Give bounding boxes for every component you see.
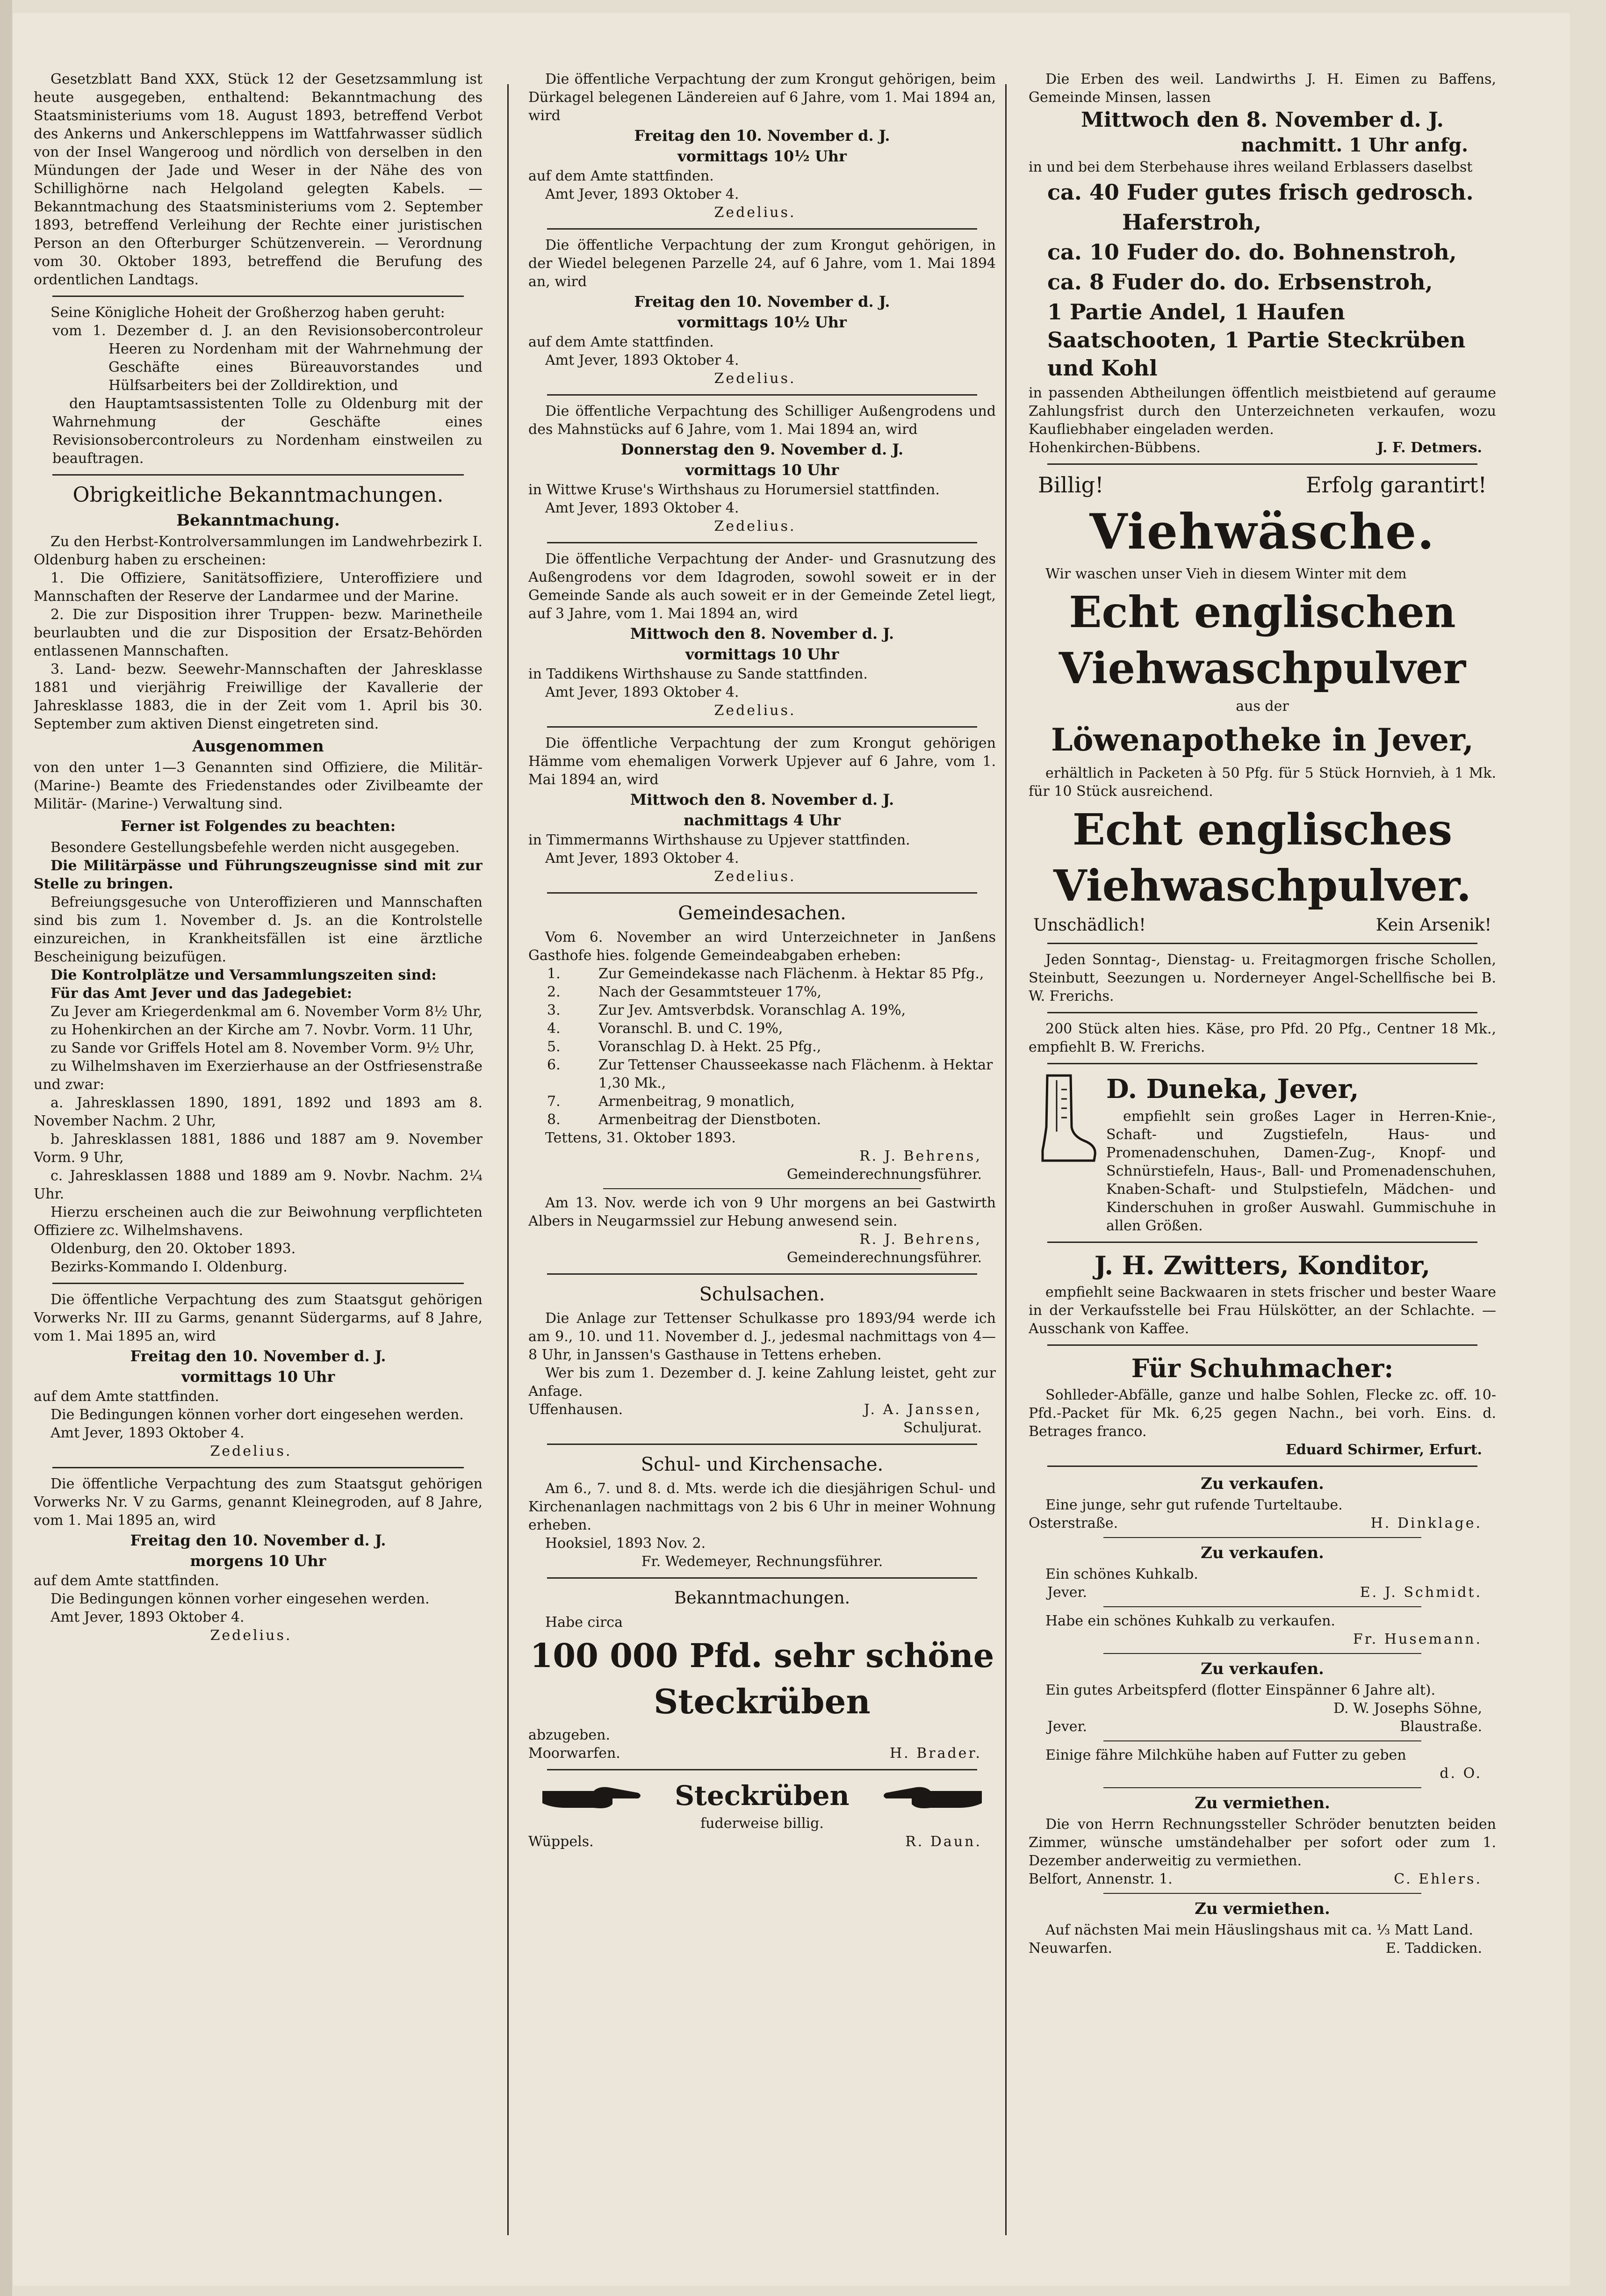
ad-slogan: Erfolg garantirt! — [1305, 472, 1487, 498]
event-time: vormittags 10½ Uhr — [677, 147, 847, 165]
paragraph: 1. Die Offiziere, Sanitätsoffiziere, Unteroffiziere und Mannschaften der Reserve der Landarmee und der Marine. — [34, 570, 483, 605]
pointing-hand-left-icon — [879, 1777, 987, 1814]
date-line: Amt Jever, 1893 Oktober 4. — [50, 1425, 245, 1441]
ad-headline: Viehwaschpulver — [1059, 643, 1466, 693]
paragraph: Die öffentliche Verpachtung des zum Staatsgut gehörigen Vorwerks Nr. III zu Garms, genannt Südergarms, auf 8 Jahre, vom 1. Mai 1895 an, wird — [34, 1292, 483, 1344]
separator — [1103, 1653, 1421, 1654]
column-1 — [34, 70, 483, 2240]
paragraph: Einige fähre Milchkühe haben auf Futter zu geben — [1045, 1747, 1406, 1763]
paragraph: erhältlich in Packeten à 50 Pfg. für 5 Stück Hornvieh, à 1 Mk. für 10 Stück ausreichend. — [1029, 765, 1496, 800]
paragraph: Die öffentliche Verpachtung der zum Krongut gehörigen, beim Dürkagel belegenen Ländereien auf 6 Jahre, vom 1. Mai 1894 an, wird — [528, 71, 996, 124]
event-time: vormittags 10½ Uhr — [677, 313, 847, 331]
date-line: Amt Jever, 1893 Oktober 4. — [545, 500, 739, 516]
ad-line: ca. 10 Fuder do. do. Bohnenstroh, — [1047, 239, 1457, 265]
paragraph: Die öffentliche Verpachtung des zum Staatsgut gehörigen Vorwerks Nr. V zu Garms, genannt Kleinegroden, auf 8 Jahre, vom 1. Mai 1895 an, wird — [34, 1476, 483, 1529]
notice-heading: Zu vermiethen. — [1195, 1794, 1330, 1812]
ad-headline: Echt englisches — [1072, 804, 1453, 855]
paragraph: Die öffentliche Verpachtung der Ander- und Grasnutzung des Außengrodens vor dem Idagroden, sowohl soweit er in der Gemeinde Sande als auch soweit er in der Gemeinde Zetel liegt, auf 3 Jahre, vom 1. Mai 1894 an, wird — [528, 551, 996, 622]
boot-icon — [1029, 1071, 1099, 1164]
separator — [52, 1283, 464, 1284]
ad-headline: J. H. Zwitters, Konditor, — [1094, 1250, 1431, 1280]
signature: R. J. Behrens, — [859, 1231, 982, 1248]
paragraph: 200 Stück alten hies. Käse, pro Pfd. 20 Pfg., Centner 18 Mk., empfiehlt B. W. Frerichs. — [1029, 1021, 1496, 1055]
signature: d. O. — [1440, 1765, 1482, 1782]
paragraph: Die Bedingungen können vorher dort eingesehen werden. — [50, 1407, 464, 1423]
hoheit-item: vom 1. Dezember d. J. an den Revisionsobercontroleur Heeren zu Nordenham mit der Wahrnehmung der Geschäfte eines Büreauvorstandes und Hülfsarbeiters bei der Zolldirektion, und — [52, 323, 483, 394]
section-heading: Schulsachen. — [699, 1284, 825, 1305]
paragraph: abzugeben. — [528, 1727, 610, 1743]
paragraph: aus der — [1236, 698, 1289, 715]
separator — [52, 474, 464, 476]
place: Osterstraße. — [1029, 1515, 1118, 1531]
place: Wüppels. — [528, 1834, 594, 1850]
place: Jever. — [1047, 1584, 1087, 1601]
paragraph: 3. Land- bezw. Seewehr-Mannschaften der Jahresklasse 1881 und vierjährig Freiwillige der Kavallerie der Jahresklasse 1883, die in der Zeit vom 1. April bis 30. September zum aktiven Dienst eingetreten sind. — [34, 661, 483, 732]
levy-item — [528, 1038, 996, 1056]
separator — [52, 1467, 464, 1468]
signature: Zedelius. — [210, 1443, 292, 1459]
column-rule-1 — [507, 84, 509, 2235]
paragraph: Die Bedingungen können vorher eingesehen werden. — [50, 1591, 430, 1607]
paragraph: a. Jahresklassen 1890, 1891, 1892 und 1893 am 8. November Nachm. 2 Uhr, — [34, 1095, 483, 1129]
separator — [1103, 1893, 1421, 1894]
signature: R. Daun. — [905, 1834, 982, 1850]
notice-heading: Zu verkaufen. — [1201, 1474, 1324, 1493]
signature: Bezirks-Kommando I. Oldenburg. — [50, 1259, 288, 1275]
signature: Zedelius. — [714, 868, 796, 885]
paragraph: empfiehlt sein großes Lager in Herren-Knie-, Schaft- und Zugstiefeln, Haus- und Promenadenschuhen, Damen-Zug-, Knopf- und Schnürstiefeln, Haus-, Ball- und Promenadenschuhen, Knaben-Schaft- und Stulpstiefeln, Mädchen- und Kinderschuhen in großer Auswahl. Gummischuhe in allen Größen. — [1106, 1108, 1496, 1234]
paragraph: empfiehlt seine Backwaaren in stets frischer und bester Waare in der Verkaufsstelle bei Frau Hülskötter, an der Schlachte. — Ausschank von Kaffee. — [1029, 1284, 1496, 1337]
levy-list — [528, 965, 996, 1129]
event-time: nachmitt. 1 Uhr anfg. — [1241, 134, 1468, 156]
event-date: Mittwoch den 8. November d. J. — [1081, 108, 1444, 132]
separator — [547, 1273, 977, 1275]
separator — [1103, 1537, 1421, 1538]
paragraph: Die öffentliche Verpachtung der zum Krongut gehörigen Hämme vom ehemaligen Vorwerk Upjever auf 6 Jahre, vom 1. Mai 1894 an, wird — [528, 735, 996, 788]
event-date: Mittwoch den 8. November d. J. — [630, 625, 894, 643]
signature-role: Schuljurat. — [903, 1420, 982, 1436]
paragraph: auf dem Amte stattfinden. — [528, 168, 714, 184]
date-line: Amt Jever, 1893 Oktober 4. — [545, 186, 739, 202]
section-heading: Bekanntmachungen. — [674, 1588, 850, 1608]
place: Hohenkirchen-Bübbens. — [1029, 440, 1201, 456]
ad-headline: Für Schuhmacher: — [1131, 1353, 1394, 1383]
hoheit-notice: Seine Königliche Hoheit der Großherzog haben geruht: — [50, 304, 445, 321]
paragraph: c. Jahresklassen 1888 und 1889 am 9. Novbr. Nachm. 2¼ Uhr. — [34, 1168, 483, 1202]
signature-role: Blaustraße. — [1400, 1718, 1482, 1735]
paragraph: Besondere Gestellungsbefehle werden nicht ausgegeben. — [50, 839, 460, 856]
paragraph: Am 13. Nov. werde ich von 9 Uhr morgens an bei Gastwirth Albers in Neugarmssiel zur Hebung anwesend sein. — [528, 1195, 996, 1229]
event-time: morgens 10 Uhr — [190, 1552, 326, 1570]
ad-headline: Steckrüben — [675, 1780, 850, 1812]
separator — [1103, 1740, 1421, 1741]
date-line: Tettens, 31. Oktober 1893. — [545, 1130, 736, 1146]
place: Jever. — [1047, 1718, 1087, 1735]
paragraph: Die Erben des weil. Landwirths J. H. Eimen zu Baffens, Gemeinde Minsen, lassen — [1029, 71, 1496, 106]
paragraph: Sohlleder-Abfälle, ganze und halbe Sohlen, Flecke zc. off. 10-Pfd.-Packet für Mk. 6,25 gegen Nachn., bei vorh. Eins. d. Betrages franco. — [1029, 1387, 1496, 1440]
paragraph: fuderweise billig. — [700, 1815, 824, 1832]
date-line: Oldenburg, den 20. Oktober 1893. — [50, 1241, 296, 1257]
separator — [547, 892, 977, 894]
paragraph: b. Jahresklassen 1881, 1886 und 1887 am 9. November Vorm. 9 Uhr, — [34, 1131, 483, 1166]
ad-headline: 100 000 Pfd. sehr schöne — [530, 1636, 994, 1675]
event-date: Mittwoch den 8. November d. J. — [630, 791, 894, 809]
levy-item — [528, 1019, 996, 1038]
separator — [547, 726, 977, 728]
levy-item-text: Voranschl. B. und C. 19%, — [598, 1020, 783, 1037]
paragraph: Die Militärpässe und Führungszeugnisse sind mit zur Stelle zu bringen. — [34, 858, 483, 892]
ad-slogan: Billig! — [1038, 472, 1104, 498]
paragraph: Vom 6. November an wird Unterzeichneter in Janßens Gasthofe hies. folgende Gemeindeabgaben erheben: — [528, 929, 996, 964]
date-line: Amt Jever, 1893 Oktober 4. — [545, 850, 739, 866]
paragraph: Auf nächsten Mai mein Häuslingshaus mit ca. ⅓ Matt Land. — [1045, 1922, 1473, 1938]
levy-item-number: 1. — [547, 966, 561, 982]
signature: C. Ehlers. — [1394, 1871, 1482, 1887]
column-rule-2 — [1005, 84, 1007, 2235]
paragraph: auf dem Amte stattfinden. — [34, 1388, 219, 1405]
ad-headline: Echt englischen — [1069, 587, 1456, 637]
paragraph: Jeden Sonntag-, Dienstag- u. Freitagmorgen frische Schollen, Steinbutt, Seezungen u. Norderneyer Angel-Schellfische bei B. W. Frerichs. — [1029, 952, 1496, 1004]
paragraph: Die öffentliche Verpachtung des Schilliger Außengrodens und des Mahnstücks auf 6 Jahre, vom 1. Mai 1894 an, wird — [528, 403, 996, 438]
notice-heading: Bekanntmachung. — [176, 511, 340, 530]
section-heading: Schul- und Kirchensache. — [641, 1454, 884, 1475]
paragraph: Habe ein schönes Kuhkalb zu verkaufen. — [1045, 1613, 1335, 1629]
levy-item-number: 3. — [547, 1002, 561, 1018]
date-line: Amt Jever, 1893 Oktober 4. — [545, 684, 739, 700]
separator — [1047, 1344, 1477, 1346]
ad-line: Haferstroh, — [1122, 209, 1262, 235]
paragraph: Wir waschen unser Vieh in diesem Winter mit dem — [1045, 566, 1407, 582]
notice-heading: Zu verkaufen. — [1201, 1544, 1324, 1562]
separator — [1047, 1012, 1477, 1013]
ad-headline: Viehwäsche. — [1089, 503, 1435, 560]
signature: E. J. Schmidt. — [1360, 1584, 1482, 1601]
levy-item — [528, 1001, 996, 1019]
levy-item-text: Armenbeitrag der Dienstboten. — [598, 1112, 821, 1128]
signature: J. F. Detmers. — [1377, 440, 1482, 456]
separator — [547, 394, 977, 396]
paragraph: Habe circa — [545, 1614, 623, 1631]
separator — [1103, 1606, 1421, 1607]
paragraph: zu Sande vor Griffels Hotel am 8. November Vorm. 9½ Uhr, — [50, 1040, 475, 1056]
separator — [1103, 1787, 1421, 1788]
paragraph: auf dem Amte stattfinden. — [34, 1573, 219, 1589]
separator — [547, 228, 977, 230]
paragraph: Die von Herrn Rechnungssteller Schröder benutzten beiden Zimmer, wünsche umständehalber per sofort oder zum 1. Dezember anderweitig zu vermiethen. — [1029, 1816, 1496, 1869]
notice-heading: Zu verkaufen. — [1201, 1660, 1324, 1678]
subheading: Ferner ist Folgendes zu beachten: — [120, 818, 396, 835]
paragraph: Ein gutes Arbeitspferd (flotter Einspänner 6 Jahre alt). — [1045, 1682, 1436, 1698]
paragraph: auf dem Amte stattfinden. — [528, 334, 714, 350]
paragraph: Die öffentliche Verpachtung der zum Krongut gehörigen, in der Wiedel belegenen Parzelle 24, auf 6 Jahre, vom 1. Mai 1894 an, wird — [528, 237, 996, 290]
signature: Fr. Husemann. — [1353, 1631, 1482, 1647]
signature: Zedelius. — [714, 204, 796, 221]
ad-headline: Löwenapotheke in Jever, — [1051, 722, 1474, 758]
event-date: Freitag den 10. November d. J. — [130, 1531, 386, 1549]
gesetzblatt-notice: Gesetzblatt Band XXX, Stück 12 der Gesetzsammlung ist heute ausgegeben, enthaltend: Bekanntmachung des Staatsministeriums vom 18. August 1893, betreffend Verbot des Ankerns und Ankerschleppens im Wattfahrwasser südlich von der Insel Wangeroog und nördlich von derselben in den Mündungen der Jade und Weser in der Nähe des von Schillighörne nach Helgoland gelegten Kabels. — Bekanntmachung des Staatsministeriums vom 2. September 1893, betreffend Verleihung der Rechte einer juristischen Person an den Ofterburger Schützenverein. — Verordnung vom 30. Oktober 1893, betreffend die Berufung des ordentlichen Landtags. — [34, 71, 483, 288]
paragraph: in und bei dem Sterbehause ihres weiland Erblassers daselbst — [1029, 159, 1473, 175]
binding-edge — [0, 0, 12, 2296]
separator — [1047, 1063, 1477, 1064]
separator — [1047, 463, 1477, 465]
separator — [547, 1577, 977, 1579]
date-line: Hooksiel, 1893 Nov. 2. — [545, 1535, 706, 1552]
paragraph: in passenden Abtheilungen öffentlich meistbietend auf geraume Zahlungsfrist durch den Unterzeichneten verkaufen, wozu Kaufliebhaber eingeladen werden. — [1029, 385, 1496, 438]
ad-line: 1 Partie Andel, 1 Haufen Saatschooten, 1 Partie Steckrüben und Kohl — [1047, 299, 1466, 381]
ad-slogan: Unschädlich! — [1033, 916, 1146, 935]
place: Uffenhausen. — [528, 1401, 623, 1418]
ad-headline: D. Duneka, Jever, — [1106, 1074, 1359, 1105]
levy-item-number: 2. — [547, 984, 561, 1000]
separator — [1047, 1466, 1477, 1467]
paragraph: Die Anlage zur Tettenser Schulkasse pro 1893/94 werde ich am 9., 10. und 11. November d. J., jedesmal nachmittags von 4—8 Uhr, in Janssen's Gasthause in Tettens erheben. — [528, 1310, 996, 1363]
signature: J. A. Janssen, — [864, 1401, 982, 1418]
separator — [52, 296, 464, 297]
levy-item-number: 7. — [547, 1093, 561, 1110]
event-time: nachmittags 4 Uhr — [683, 811, 841, 829]
separator — [547, 542, 977, 543]
section-heading: Gemeindesachen. — [678, 903, 846, 924]
subheading: Ausgenommen — [192, 737, 324, 756]
separator — [1047, 943, 1477, 944]
paragraph: in Taddikens Wirthshause zu Sande stattfinden. — [528, 666, 868, 682]
levy-item-number: 4. — [547, 1020, 561, 1037]
event-time: vormittags 10 Uhr — [685, 461, 839, 479]
separator — [547, 1444, 977, 1445]
date-line: Amt Jever, 1893 Oktober 4. — [545, 352, 739, 368]
paragraph: in Timmermanns Wirthshause zu Upjever stattfinden. — [528, 832, 910, 848]
paragraph: zu Wilhelmshaven im Exerzierhause an der Ostfriesenstraße und zwar: — [34, 1058, 483, 1093]
event-date: Donnerstag den 9. November d. J. — [620, 440, 904, 458]
levy-item-number: 6. — [547, 1057, 561, 1073]
ad-headline: Steckrüben — [654, 1682, 871, 1721]
signature-role: Gemeinderechnungsführer. — [787, 1249, 982, 1266]
event-time: vormittags 10 Uhr — [181, 1368, 335, 1386]
levy-item — [528, 983, 996, 1001]
section-heading: Obrigkeitliche Bekanntmachungen. — [72, 483, 444, 507]
place: Neuwarfen. — [1029, 1940, 1112, 1957]
date-line: Amt Jever, 1893 Oktober 4. — [50, 1609, 245, 1625]
paragraph: Ein schönes Kuhkalb. — [1045, 1566, 1198, 1582]
signature: D. W. Josephs Söhne, — [1333, 1700, 1482, 1717]
levy-item-number: 5. — [547, 1039, 561, 1055]
signature: H. Dinklage. — [1370, 1515, 1482, 1531]
event-date: Freitag den 10. November d. J. — [130, 1347, 386, 1365]
signature: H. Brader. — [889, 1745, 982, 1762]
paragraph: 2. Die zur Disposition ihrer Truppen- bezw. Marinetheile beurlaubten und die zur Disposition der Ersatz-Behörden entlassenen Mannschaften. — [34, 606, 483, 659]
event-date: Freitag den 10. November d. J. — [634, 293, 890, 310]
signature: Fr. Wedemeyer, Rechnungsführer. — [641, 1553, 883, 1570]
levy-item — [528, 1056, 996, 1092]
signature: Zedelius. — [714, 518, 796, 534]
levy-item — [528, 1092, 996, 1111]
hoheit-item: den Hauptamtsassistenten Tolle zu Oldenburg mit der Wahrnehmung der Geschäfte eines Revisionsobercontroleurs zu Nordenham einstweilen zu beauftragen. — [52, 396, 483, 467]
paragraph: in Wittwe Kruse's Wirthshaus zu Horumersiel stattfinden. — [528, 482, 940, 498]
levy-item-text: Zur Tettenser Chausseekasse nach Flächenm. à Hektar 1,30 Mk., — [598, 1057, 993, 1091]
levy-item — [528, 965, 996, 983]
separator — [547, 1769, 977, 1770]
paragraph: zu Hohenkirchen an der Kirche am 7. Novbr. Vorm. 11 Uhr, — [50, 1022, 473, 1038]
paragraph: Zu den Herbst-Kontrolversammlungen im Landwehrbezirk I. Oldenburg haben zu erscheinen: — [34, 534, 483, 568]
levy-item-text: Armenbeitrag, 9 monatlich, — [598, 1093, 795, 1110]
place: Moorwarfen. — [528, 1745, 620, 1762]
column-3 — [1029, 70, 1496, 2240]
signature: Zedelius. — [714, 370, 796, 387]
ad-slogan: Kein Arsenik! — [1376, 916, 1491, 935]
paragraph: Hierzu erscheinen auch die zur Beiwohnung verpflichteten Offiziere zc. Wilhelmshavens. — [34, 1204, 483, 1239]
paragraph: Zu Jever am Kriegerdenkmal am 6. November Vorm 8½ Uhr, — [50, 1004, 483, 1020]
signature: Zedelius. — [714, 702, 796, 719]
levy-item-text: Voranschlag D. à Hekt. 25 Pfg., — [598, 1039, 821, 1055]
event-time: vormittags 10 Uhr — [685, 645, 839, 663]
place: Belfort, Annenstr. 1. — [1029, 1871, 1173, 1887]
signature-role: Gemeinderechnungsführer. — [787, 1166, 982, 1183]
levy-item-text: Nach der Gesammtsteuer 17%, — [598, 984, 821, 1000]
paragraph: von den unter 1—3 Genannten sind Offiziere, die Militär- (Marine-) Beamte des Friedenstandes oder Zivilbeamte der Militär- (Marine-) Verwaltung sind. — [34, 759, 483, 812]
event-date: Freitag den 10. November d. J. — [634, 127, 890, 144]
signature: Zedelius. — [210, 1627, 292, 1644]
paragraph: Für das Amt Jever und das Jadegebiet: — [50, 985, 352, 1002]
signature: R. J. Behrens, — [859, 1148, 982, 1164]
notice-heading: Zu vermiethen. — [1195, 1899, 1330, 1918]
separator — [1047, 1242, 1477, 1243]
paragraph: Wer bis zum 1. Dezember d. J. keine Zahlung leistet, geht zur Anfage. — [528, 1365, 996, 1400]
levy-item-text: Zur Gemeindekasse nach Flächenm. à Hektar 85 Pfg., — [598, 966, 984, 982]
paragraph: Eine junge, sehr gut rufende Turteltaube. — [1045, 1497, 1343, 1513]
ad-headline: Viehwaschpulver. — [1053, 860, 1471, 911]
ad-line: ca. 40 Fuder gutes frisch gedrosch. — [1047, 180, 1474, 205]
paragraph: Befreiungsgesuche von Unteroffizieren und Mannschaften sind bis zum 1. November d. Js. an die Kontrolstelle einzureichen, in Krankheitsfällen ist eine ärztliche Bescheinigung beizufügen. — [34, 894, 483, 965]
column-2 — [528, 70, 996, 2240]
levy-item — [528, 1111, 996, 1129]
levy-item-number: 8. — [547, 1112, 561, 1128]
levy-item-text: Zur Jev. Amtsverbdsk. Voranschlag A. 19%, — [598, 1002, 906, 1018]
pointing-hand-right-icon — [538, 1777, 645, 1814]
signature: Eduard Schirmer, Erfurt. — [1285, 1442, 1482, 1458]
paragraph: Am 6., 7. und 8. d. Mts. werde ich die diesjährigen Schul- und Kirchenanlagen nachmittags von 2 bis 6 Uhr in meiner Wohnung erheben. — [528, 1480, 996, 1533]
signature: E. Taddicken. — [1385, 1940, 1482, 1957]
separator — [603, 1188, 921, 1189]
ad-line: ca. 8 Fuder do. do. Erbsenstroh, — [1047, 269, 1433, 295]
paragraph: Die Kontrolplätze und Versammlungszeiten sind: — [50, 967, 437, 983]
